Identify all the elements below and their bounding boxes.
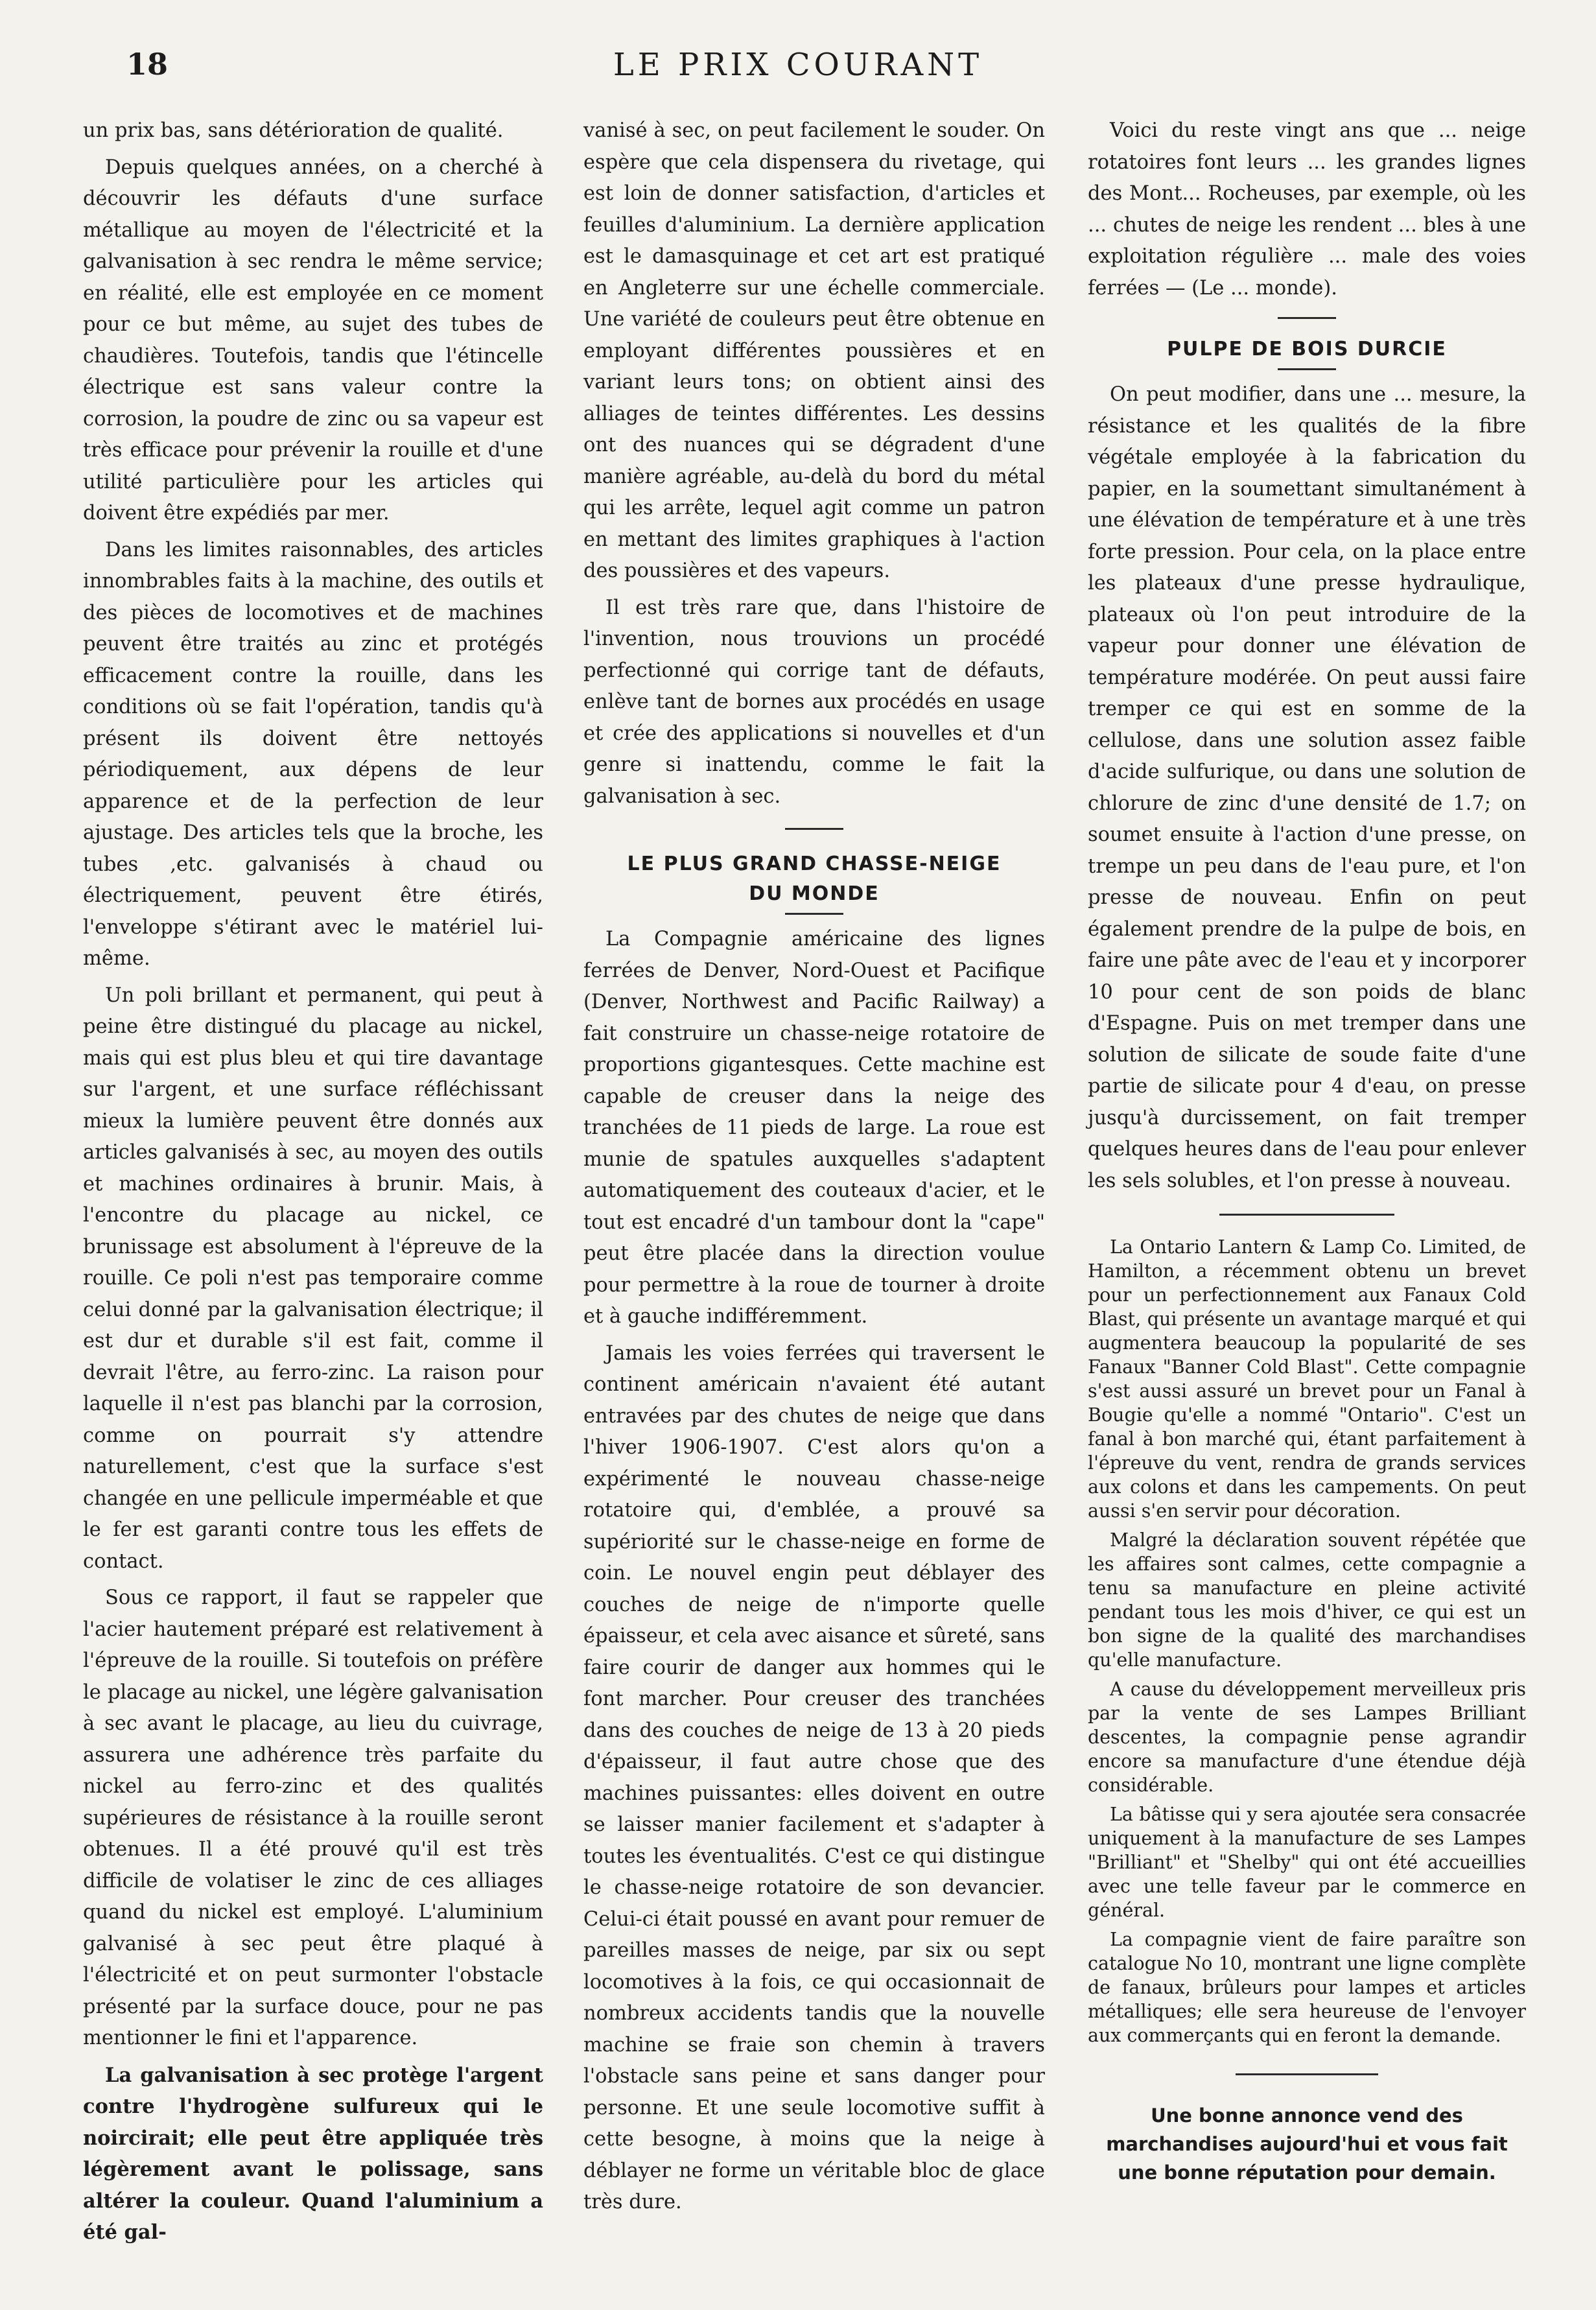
paragraph: A cause du développement merveilleux pris par la vente de ses Lampes Brilliant descentes, la compagnie pense agrandir encore sa manufacture d'une étendue déjà considérable. (1088, 1679, 1526, 1796)
page-number: 18 (126, 47, 169, 82)
headline-line: LE PLUS GRAND CHASSE-NEIGE (627, 853, 1002, 875)
running-head: LE PRIX COURANT (613, 47, 983, 83)
section-divider (1219, 1214, 1394, 1216)
paragraph: La compagnie vient de faire paraître son catalogue No 10, montrant une ligne complète de fanaux, brûleurs pour lampes et articles métalliques; elle sera heureuse de l'envoyer aux commerçants qui en feront la demande. (1088, 1929, 1526, 2046)
section-divider (1278, 317, 1336, 319)
column-middle (583, 115, 1045, 2224)
paragraph: Dans les limites raisonnables, des articles innombrables faits à la machine, des outils et des pièces de locomotives et de machines peuvent être traités au zinc et protégés efficacement contre la rouille, dans les conditions où se fait l'opération, tandis qu'à présent ils doivent être nettoyés périodiquement, aux dépens de leur apparence et de la perfection de leur ajustage. Des articles tels que la broche, les tubes ,etc. galvanisés à chaud ou électriquement, peuvent être étirés, l'enveloppe s'étirant avec le matériel lui-même. (83, 538, 543, 970)
paragraph: Voici du reste vingt ans que ... neige rotatoires font leurs ... les grandes lignes des Mont... Rocheuses, par exemple, où les ... chutes de neige les rendent ... bles à une exploitation régulière ... male des voies ferrées — (Le ... monde). (1088, 119, 1526, 300)
notice-block (1088, 1235, 1526, 2047)
article-headline: PULPE DE BOIS DURCIE (1167, 338, 1447, 360)
paragraph: On peut modifier, dans une ... mesure, la résistance et les qualités de la fibre végétale employée à la fabrication du papier, en la soumettant simultanément à une élévation de température et à une très forte pression. Pour cela, on la place entre les plateaux d'une presse hydraulique, plateaux où l'on peut introduire de la vapeur pour donner une élévation de température modérée. On peut aussi faire tremper ce qui est en somme de la cellulose, dans une solution assez faible d'acide sulfurique, ou dans une solution de chlorure de zinc d'une densité de 1.7; on soumet ensuite à l'action d'une presse, on trempe un peu dans de l'eau pure, et l'on presse de nouveau. Enfin on peut également prendre de la pulpe de bois, en faire une pâte avec de l'eau et y incorporer 10 pour cent de son poids de blanc d'Espagne. Puis on met tremper dans une solution de silicate de soude faite d'une partie de silicate pour 4 d'eau, on presse jusqu'à durcissement, on fait tremper quelques heures dans de l'eau pour enlever les sels solubles, et l'on presse à nouveau. (1088, 383, 1526, 1192)
section-divider (785, 828, 843, 830)
section-divider (1236, 2073, 1378, 2075)
article-headline (583, 849, 1045, 909)
headline-underline (785, 913, 843, 915)
paragraph: Malgré la déclaration souvent répétée que les affaires sont calmes, cette compagnie a tenu sa manufacture en pleine activité pendant tous les mois d'hiver, ce qui est un bon signe de la qualité des marchandises qu'elle manufacture. (1088, 1529, 1526, 1671)
paragraph: Depuis quelques années, on a cherché à découvrir les défauts d'une surface métallique au moyen de l'électricité et la galvanisation à sec rendra le même service; en réalité, elle est employée en ce moment pour ce but même, au sujet des tubes de chaudières. Toutefois, tandis que l'étincelle électrique est sans valeur contre la corrosion, la poudre de zinc ou sa vapeur est très efficace pour prévenir la rouille et d'une utilité particulière pour les articles qui doivent être expédiés par mer. (83, 156, 543, 524)
paragraph: un prix bas, sans détérioration de qualité. (83, 119, 504, 142)
closing-slogan: Une bonne annonce vend des marchandises aujourd'hui et vous fait une bonne réputation pour demain. (1106, 2104, 1508, 2184)
column-left (83, 115, 543, 2254)
paragraph: Il est très rare que, dans l'histoire de l'invention, nous trouvions un procédé perfectionné qui corrige tant de défauts, enlève tant de bornes aux procédés en usage et crée des applications si nouvelles et d'un genre si inattendu, comme le fait la galvanisation à sec. (583, 596, 1045, 808)
headline-line: DU MONDE (749, 882, 880, 905)
column-right (1088, 115, 1526, 2187)
paragraph: vanisé à sec, on peut facilement le souder. On espère que cela dispensera du rivetage, qui est loin de donner satisfaction, d'articles et feuilles d'aluminium. La dernière application est le damasquinage et cet art est pratiqué en Angleterre sur une échelle commerciale. Une variété de couleurs peut être obtenue en employant différentes poussières et en variant leurs tons; on obtient ainsi des alliages de teintes différentes. Les dessins ont des nuances qui se dégradent d'une manière agréable, au-delà du bord du métal qui les arrête, lequel agit comme un patron en mettant des limites graphiques à l'action des poussières et des vapeurs. (583, 119, 1045, 582)
paragraph: La galvanisation à sec protège l'argent contre l'hydrogène sulfureux qui le noircirait; elle peut être appliquée très légèrement avant le polissage, sans altérer la couleur. Quand l'aluminium a été gal- (83, 2063, 543, 2244)
paragraph: La bâtisse qui y sera ajoutée sera consacrée uniquement à la manufacture de ses Lampes "Brilliant" et "Shelby" qui ont été accueillies avec une telle faveur par le commerce en général. (1088, 1804, 1526, 1921)
headline-underline (1278, 368, 1336, 370)
paragraph: Un poli brillant et permanent, qui peut à peine être distingué du placage au nickel, mais qui est plus bleu et qui tire davantage sur l'argent, et une surface réfléchissant mieux la lumière peuvent être donnés aux articles galvanisés à sec, au moyen des outils et machines ordinaires à brunir. Mais, à l'encontre du placage au nickel, ce brunissage est absolument à l'épreuve de la rouille. Ce poli n'est pas temporaire comme celui donné par la galvanisation électrique; il est dur et durable s'il est fait, comme il devrait l'être, au ferro-zinc. La raison pour laquelle il n'est pas blanchi par la corrosion, comme on pourrait s'y attendre naturellement, c'est que la surface s'est changée en une pellicule imperméable et que le fer est garanti contre tous les effets de contact. (83, 984, 543, 1573)
paragraph: La Ontario Lantern & Lamp Co. Limited, de Hamilton, a récemment obtenu un brevet pour un perfectionnement aux Fanaux Cold Blast, qui présente un avantage marqué et qui augmentera beaucoup la popularité de ses Fanaux "Banner Cold Blast". Cette compagnie s'est aussi assuré un brevet pour un Fanal à Bougie qu'elle a nommé "Ontario". C'est un fanal à bon marché qui, étant parfaitement à l'épreuve du vent, rendra de grands services aux colons et dans les campements. On peut aussi s'en servir pour décoration. (1088, 1236, 1526, 1522)
paragraph: La Compagnie américaine des lignes ferrées de Denver, Nord-Ouest et Pacifique (Denver, Northwest and Pacific Railway) a fait construire un chasse-neige rotatoire de proportions gigantesques. Cette machine est capable de creuser dans la neige des tranchées de 11 pieds de large. La roue est munie de spatules auxquelles s'adaptent automatiquement des couteaux d'acier, et le tout est encadré d'un tambour dont la "cape" peut être placée dans la direction voulue pour permettre à la roue de tourner à droite et à gauche indifféremment. (583, 928, 1045, 1328)
paragraph: Jamais les voies ferrées qui traversent le continent américain n'avaient été autant entravées par des chutes de neige que dans l'hiver 1906-1907. C'est alors qu'on a expérimenté le nouveau chasse-neige rotatoire qui, d'emblée, a prouvé sa supériorité sur le chasse-neige en forme de coin. Le nouvel engin peut déblayer des couches de neige de n'importe quelle épaisseur, et cela avec aisance et sûreté, sans faire courir de danger aux hommes qui le font marcher. Pour creuser des tranchées dans des couches de neige de 13 à 20 pieds d'épaisseur, il faut autre chose que des machines puissantes: elles doivent en outre se laisser manier facilement et s'adapter à toutes les éventualités. C'est ce qui distingue le chasse-neige rotatoire de son devancier. Celui-ci était poussé en avant pour remuer de pareilles masses de neige, par six ou sept locomotives à la fois, ce qui occasionnait de nombreux accidents tandis que la nouvelle machine se fraie son chemin à travers l'obstacle sans peine et sans danger pour personne. Et une seule locomotive suffit à cette besogne, à moins que la neige à déblayer ne forme un véritable bloc de glace très dure. (583, 1341, 1045, 2213)
paragraph: Sous ce rapport, il faut se rappeler que l'acier hautement préparé est relativement à l'épreuve de la rouille. Si toutefois on préfère le placage au nickel, une légère galvanisation à sec avant le placage, au lieu du cuivrage, assurera une adhérence très parfaite du nickel au ferro-zinc et des qualités supérieures de résistance à la rouille seront obtenues. Il a été prouvé qu'il est très difficile de volatiser le zinc de ces alliages quand du nickel est employé. L'aluminium galvanisé à sec peut être plaqué à l'électricité et on peut surmonter l'obstacle présenté par la surface douce, pour ne pas mentionner le fini et l'apparence. (83, 1586, 543, 2049)
